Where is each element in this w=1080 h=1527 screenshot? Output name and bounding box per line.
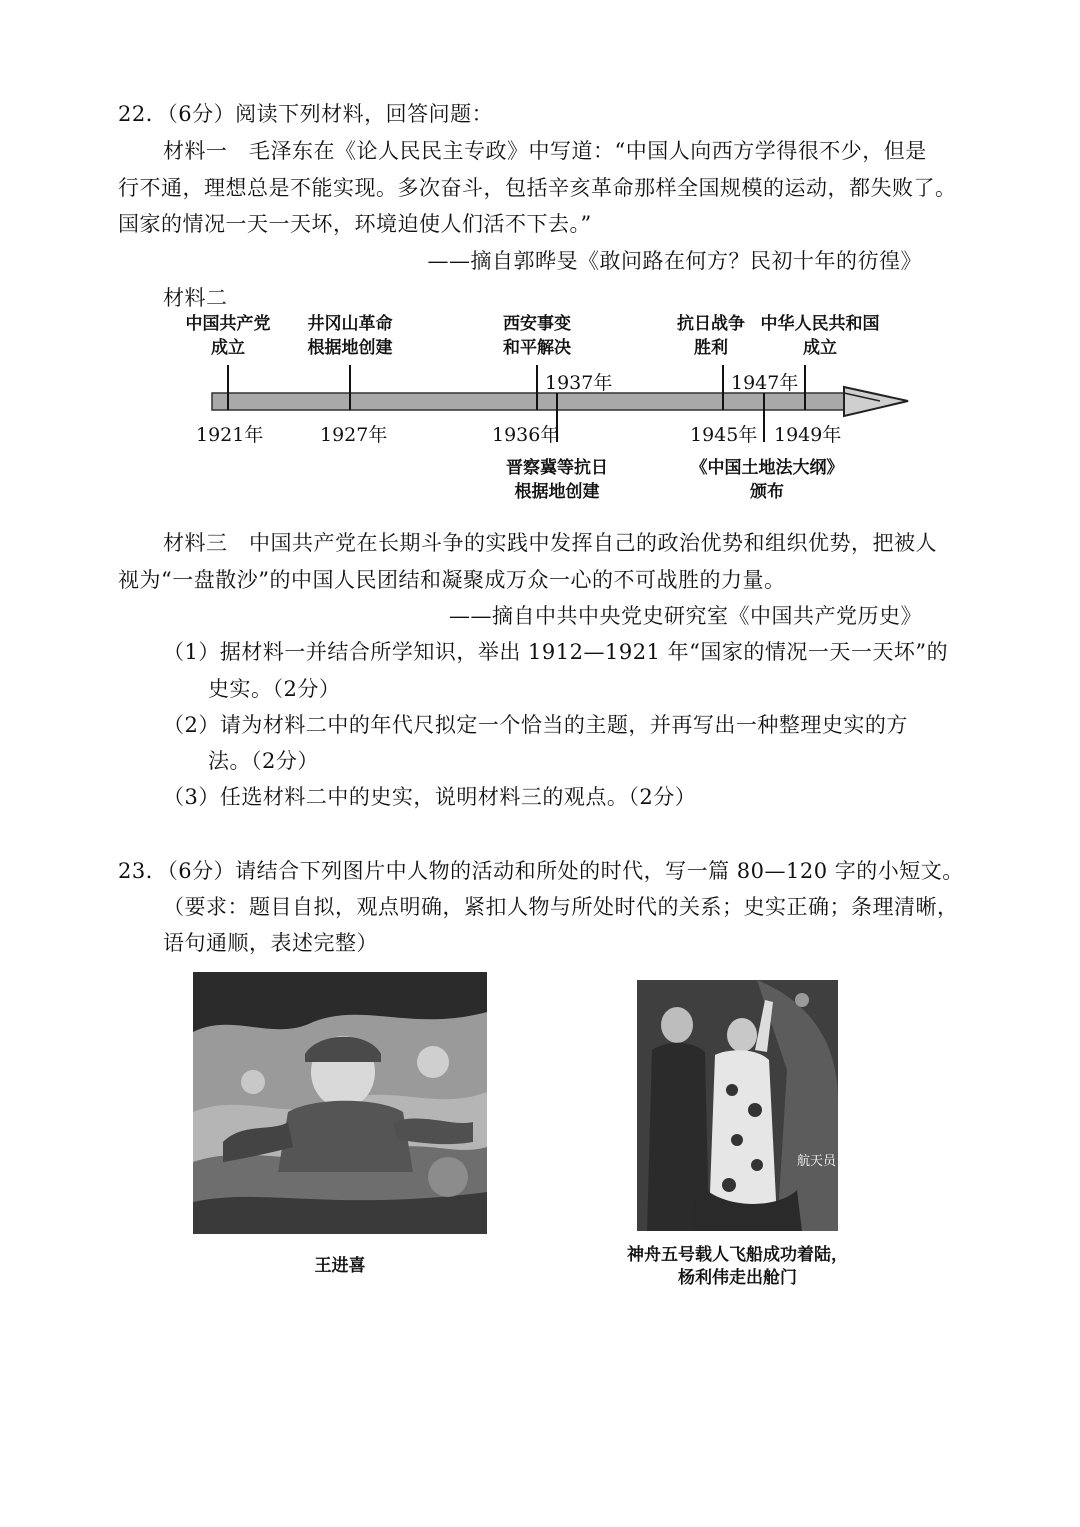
year-1937: 1937年 (545, 372, 613, 394)
photo2-caption-line2: 杨利伟走出舱门 (678, 1268, 797, 1288)
photo2-caption (610, 1244, 865, 1290)
event-label-line: 抗日战争 (677, 314, 745, 334)
sub-question-2: （2）请为材料二中的年代尺拟定一个恰当的主题，并再写出一种整理史实的方 (163, 713, 908, 737)
sub-question-3: （3）任选材料二中的史实，说明材料三的观点。（2分） (163, 785, 697, 809)
event-label-line: 井冈山革命 (307, 314, 393, 334)
event-prc-founded (752, 312, 888, 360)
timeline-arrow (844, 387, 908, 416)
event-label-line: 晋察冀等抗日 (506, 458, 608, 478)
material1-line2: 行不通，理想总是不能实现。多次奋斗，包括辛亥革命那样全国规模的运动，都失败了。 (118, 176, 957, 200)
event-xian-incident (477, 312, 597, 360)
event-label-line: 和平解决 (503, 338, 571, 358)
sub-question-1: （1）据材料一并结合所学知识，举出 1912—1921 年“国家的情况一天一天坏”的 (163, 640, 949, 664)
event-land-law (672, 456, 862, 504)
material3-source: ——摘自中共中央党史研究室《中国共产党历史》 (449, 604, 922, 628)
event-label-line: 西安事变 (503, 314, 571, 334)
timeline-bar (212, 393, 844, 410)
material1-line1: 材料一 毛泽东在《论人民民主专政》中写道：“中国人向西方学得很不少，但是 (163, 139, 927, 163)
event-label-line: 成立 (803, 338, 837, 358)
event-label-line: 胜利 (694, 338, 728, 358)
q23-requirements: （要求：题目自拟，观点明确，紧扣人物与所处时代的关系；史实正确；条理清晰， (163, 895, 959, 919)
sub-question-2-cont: 法。（2分） (208, 749, 319, 773)
event-label-line: 中国共产党 (185, 314, 271, 334)
year-1936: 1936年 (492, 424, 560, 446)
q22-header: 22．（6分）阅读下列材料，回答问题： (118, 102, 494, 126)
event-label-line: 根据地创建 (514, 482, 600, 502)
photo-wang-jinxi (193, 972, 487, 1234)
photo-yang-liwei (637, 980, 838, 1231)
q23-header: 23．（6分）请结合下列图片中人物的活动和所处的时代，写一篇 80—120 字的小短文。 (118, 859, 964, 883)
event-label-line: 《中国土地法大纲》 (690, 458, 844, 478)
material1-source: ——摘自郭晔旻《敢问路在何方？民初十年的彷徨》 (427, 249, 922, 273)
photo-yang-liwei-image (637, 980, 838, 1231)
q23-requirements-cont: 语句通顺，表述完整） (163, 931, 378, 955)
event-label-line: 颁布 (750, 482, 784, 502)
event-label-line: 中华人民共和国 (760, 314, 880, 334)
photo2-caption-line1: 神舟五号载人飞船成功着陆， (627, 1245, 848, 1265)
material3-line2: 视为“一盘散沙”的中国人民团结和凝聚成万众一心的不可战胜的力量。 (118, 568, 786, 592)
event-war-victory (663, 312, 759, 360)
material3-line1: 材料三 中国共产党在长期斗争的实践中发挥自己的政治优势和组织优势，把被人 (163, 531, 937, 555)
event-jinchaji-base (487, 456, 627, 504)
photo1-caption: 王进喜 (314, 1256, 366, 1276)
photo2-overlay-text: 航天员 (796, 1154, 836, 1169)
event-label-line: 根据地创建 (307, 338, 393, 358)
year-1945: 1945年 (690, 424, 758, 446)
photo-wang-jinxi-image (193, 972, 487, 1234)
year-1921: 1921年 (196, 424, 264, 446)
material1-line3: 国家的情况一天一天坏，环境迫使人们活不下去。” (118, 212, 592, 236)
year-1949: 1949年 (774, 424, 842, 446)
year-1947: 1947年 (731, 372, 799, 394)
event-cpc-founded (168, 312, 288, 360)
event-label-line: 成立 (211, 338, 245, 358)
material2-label: 材料二 (163, 286, 228, 310)
event-jinggangshan (290, 312, 410, 360)
sub-question-1-cont: 史实。（2分） (208, 677, 341, 701)
year-1927: 1927年 (320, 424, 388, 446)
